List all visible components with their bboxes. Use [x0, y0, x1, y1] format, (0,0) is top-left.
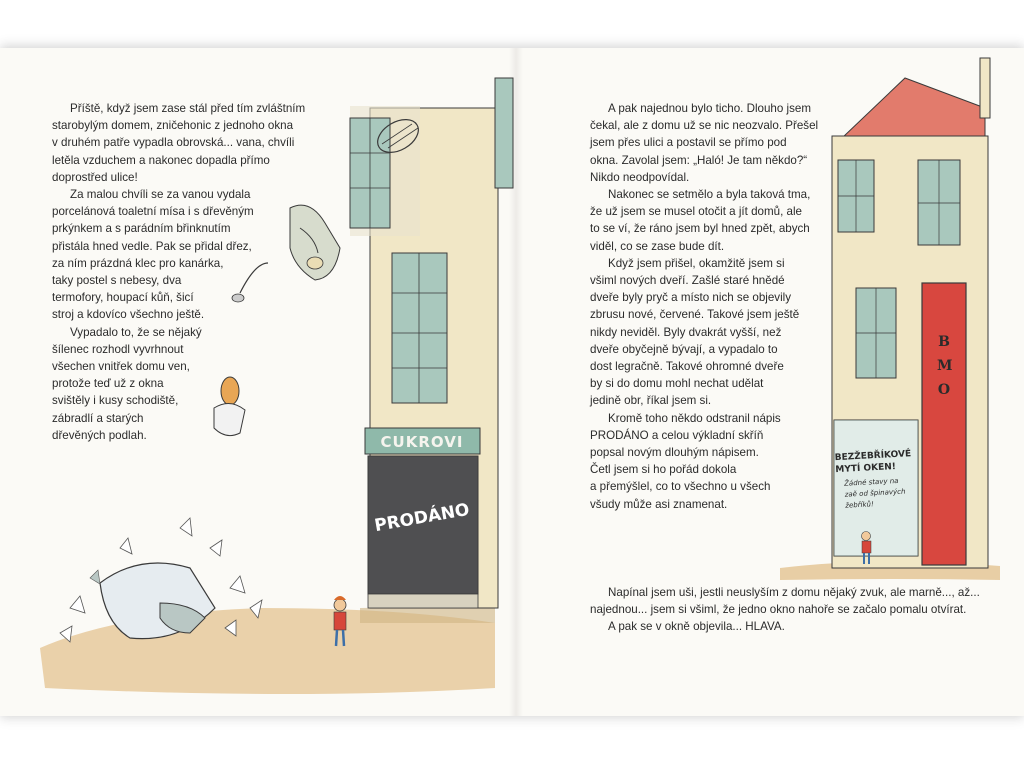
text-line: termofory, houpací kůň, šicí	[52, 291, 194, 305]
sold-sign-text: PRODÁNO	[373, 499, 471, 537]
right-page-bottom-text	[590, 584, 1000, 636]
text-line: dost legračně. Takové ohromné dveře	[590, 360, 784, 374]
text-line: v druhém patře vypadla obrovská... vana, chvíli	[52, 136, 295, 150]
text-line: taky postel s nebesy, dva	[52, 274, 182, 288]
text-line: všudy může asi znamenat.	[590, 497, 728, 511]
left-paragraph-3	[52, 324, 352, 444]
text-line: šílenec rozhodl vyvrhnout	[52, 342, 184, 356]
text-line: Kromě toho někdo odstranil nápis	[608, 411, 781, 425]
text-line: to se ví, že ráno jsem byl hned zpět, abych	[590, 222, 810, 236]
text-line: všiml nových dveří. Zašlé staré hnědé	[590, 274, 785, 288]
text-line: dřevěných podlah.	[52, 428, 147, 442]
text-line: porcelánová toaletní mísa i s dřevěným	[52, 205, 254, 219]
text-line: PRODÁNO a celou výkladní skříň	[590, 428, 764, 442]
left-page-text	[52, 100, 352, 444]
text-line: letěla vzduchem a nakonec dopadla přímo	[52, 153, 270, 167]
text-line: Vypadalo to, že se nějaký	[70, 325, 202, 339]
text-line: dveře obyčejně bývají, a vypadalo to	[590, 342, 778, 356]
text-line: Za malou chvíli se za vanou vydala	[70, 188, 251, 202]
text-line: A pak najednou bylo ticho. Dlouho jsem	[608, 102, 812, 115]
text-line: Četl jsem si ho pořád dokola	[590, 463, 737, 477]
text-line: starobylým domem, zničehonic z jednoho okna	[52, 119, 294, 133]
left-building	[350, 78, 513, 608]
right-page-text	[590, 100, 830, 513]
text-line: jedině obr, říkal jsem si.	[590, 394, 712, 408]
text-line: dveře byly pryč a místo nich se objevily	[590, 291, 792, 305]
text-line: a přemýšlel, co to všechno u všech	[590, 480, 771, 494]
left-ground-shadow	[360, 606, 495, 623]
text-line: stroj a kdovíco všechno ještě.	[52, 308, 205, 322]
right-paragraph-4	[590, 410, 830, 513]
shop-sign-text: CUKROVI	[380, 433, 464, 451]
text-line: Nikdo neodpovídal.	[590, 170, 690, 184]
window-sign-line-1: BEZŽEBŘÍKOVÉ	[834, 449, 912, 464]
text-line: Příště, když jsem zase stál před tím zvláštním	[70, 102, 306, 115]
door-sign-text: BMO	[937, 334, 953, 398]
text-line: prkýnkem a s parádním břinknutím	[52, 222, 231, 236]
text-line: zbrusu nové, červené. Takové jsem ještě	[590, 308, 800, 322]
text-line: Napínal jsem uši, jestli neuslyším z domu nějaký zvuk, ale marně..., až...	[608, 586, 980, 599]
door-sign	[922, 330, 966, 402]
text-line: přistála hned vedle. Pak se přidal dřez,	[52, 239, 252, 253]
text-line: Když jsem přišel, okamžitě jsem si	[608, 256, 785, 270]
text-line: nikdy neviděl. Byly dvakrát vyšší, než	[590, 325, 782, 339]
text-line: popsal novým dlouhým nápisem.	[590, 446, 759, 460]
broken-bathtub-drawing	[60, 518, 262, 642]
text-line: najednou... jsem si všiml, že jedno okno nahoře se začalo pomalu otvírat.	[590, 603, 967, 617]
right-paragraph-1	[590, 100, 830, 186]
text-line: jsem přes ulici a postavil se přímo pod	[590, 136, 787, 150]
text-line: za ním prázdná klec pro kanárka,	[52, 256, 224, 270]
right-paragraph-3	[590, 255, 830, 410]
right-bottom-paragraph-1	[590, 584, 1000, 618]
text-line: by si do domu mohl nechat udělat	[590, 377, 764, 391]
text-line: svištěly i kusy schodiště,	[52, 394, 179, 408]
window-sign-line-2: MYTÍ OKEN!	[835, 462, 897, 476]
window-sign-line-3: Žádné stavy na	[843, 476, 899, 488]
book-spread	[0, 48, 1024, 716]
text-line: Nakonec se setmělo a byla taková tma,	[608, 188, 811, 202]
text-line: viděl, co se zase bude dít.	[590, 239, 725, 253]
text-line: okna. Zavolal jsem: „Haló! Je tam někdo?“	[590, 153, 808, 167]
text-line: zábradlí a starých	[52, 411, 144, 425]
window-sign-line-5: žebříků!	[845, 500, 875, 510]
text-line: A pak se v okně objevila... HLAVA.	[608, 620, 785, 634]
right-paragraph-2	[590, 186, 830, 255]
window-sign-line-4: zaě od špinavých	[844, 487, 906, 499]
left-paragraph-2	[52, 186, 352, 324]
text-line: čekal, ale z domu už se nic neozvalo. Přešel	[590, 119, 819, 133]
text-line: protože teď už z okna	[52, 377, 164, 391]
text-line: doprostřed ulice!	[52, 170, 138, 184]
left-paragraph-1	[52, 100, 352, 186]
right-bottom-paragraph-2	[590, 618, 1000, 635]
window-sign	[834, 448, 919, 512]
text-line: že už jsem se musel otočit a jít domů, ale	[590, 205, 802, 219]
text-line: všechen vnitřek domu ven,	[52, 360, 190, 374]
